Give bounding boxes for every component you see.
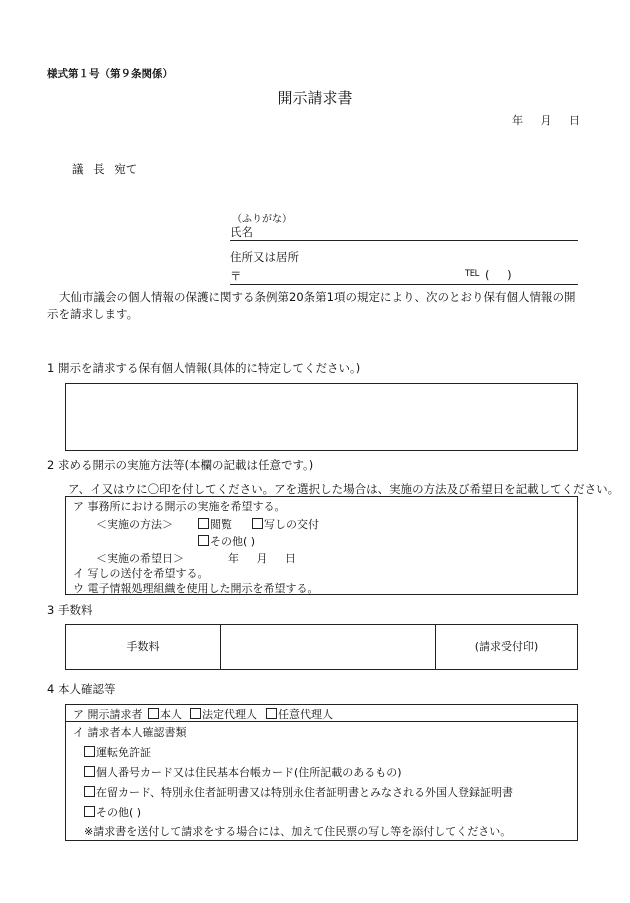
furigana-label: （ふりがな） — [232, 214, 292, 225]
fee-label: 手数料 — [66, 625, 221, 669]
checkbox-icon — [84, 786, 95, 797]
section2-title: 2 求める開示の実施方法等(本欄の記載は任意です。) — [47, 458, 314, 472]
requester-voluntary[interactable]: 任意代理人 — [266, 706, 333, 722]
option-b[interactable]: イ 写しの送付を希望する。 — [73, 567, 209, 580]
address-field[interactable] — [230, 268, 578, 285]
method-view[interactable]: 閲覧 — [198, 516, 232, 532]
section4-title: 4 本人確認等 — [47, 682, 116, 696]
address-label: 住所又は居所 — [230, 250, 299, 264]
stamp-label: (請求受付印) — [474, 640, 539, 653]
checkbox-icon — [266, 708, 277, 719]
checkbox-icon — [84, 806, 95, 817]
doc-mynumber[interactable]: 個人番号カード又は住民基本台帳カード(住所記載のあるもの) — [84, 764, 402, 780]
method-other[interactable]: その他( ) — [198, 533, 255, 549]
requester-legal[interactable]: 法定代理人 — [190, 706, 257, 722]
requester-self[interactable]: 本人 — [148, 706, 182, 722]
doc-residence[interactable]: 在留カード、特別永住者証明書又は特別永住者証明書とみなされる外国人登録証明書 — [84, 784, 513, 800]
checkbox-icon — [198, 518, 209, 529]
option-c[interactable]: ウ 電子情報処理組織を使用した開示を希望する。 — [73, 582, 319, 595]
identity-documents-box — [65, 720, 578, 841]
doc-license[interactable]: 運転免許証 — [84, 744, 151, 760]
request-date: 年 月 日 — [512, 114, 580, 127]
document-title: 開示請求書 — [277, 89, 353, 107]
doc-other[interactable]: その他( ) — [84, 804, 141, 820]
method-label: ＜実施の方法＞ — [96, 518, 173, 531]
method-copy[interactable]: 写しの交付 — [252, 516, 319, 532]
date-label: ＜実施の希望日＞ — [96, 552, 184, 565]
checkbox-icon — [252, 518, 263, 529]
checkbox-icon — [148, 708, 159, 719]
fee-amount-cell[interactable] — [221, 625, 436, 669]
section3-title: 3 手数料 — [47, 603, 93, 617]
checkbox-icon — [84, 746, 95, 757]
desired-date[interactable]: 年 月 日 — [228, 552, 296, 565]
section1-title: 1 開示を請求する保有個人情報(具体的に特定してください。) — [47, 361, 361, 375]
form-number-label: 様式第１号（第９条関係） — [47, 68, 173, 80]
requester-label: ア 開示請求者 — [73, 708, 143, 721]
addressee: 議 長 宛て — [72, 162, 138, 176]
fee-table — [65, 624, 578, 670]
option-a[interactable]: ア 事務所における開示の実施を希望する。 — [73, 500, 286, 513]
docs-title: イ 請求者本人確認書類 — [73, 726, 187, 739]
disclosure-method-box — [65, 496, 578, 595]
section2-note: ア、イ又はウに〇印を付してください。アを選択した場合は、実施の方法及び希望日を記載してください。 — [68, 482, 620, 496]
postal-mark: 〒 — [230, 269, 242, 283]
checkbox-icon — [198, 535, 209, 546]
personal-info-field[interactable] — [65, 383, 578, 451]
checkbox-icon — [84, 766, 95, 777]
name-label: 氏名 — [230, 225, 253, 239]
mail-note: ※請求書を送付して請求をする場合には、加えて住民票の写し等を添付してください。 — [84, 825, 512, 838]
intro-text: 大仙市議会の個人情報の保護に関する条例第20条第1項の規定により、次のとおり保有個人情報の開示を請求します。 — [47, 290, 576, 321]
name-field[interactable] — [230, 224, 578, 241]
checkbox-icon — [190, 708, 201, 719]
tel-field[interactable]: ( ) — [485, 268, 512, 282]
tel-label: TEL — [465, 269, 479, 279]
